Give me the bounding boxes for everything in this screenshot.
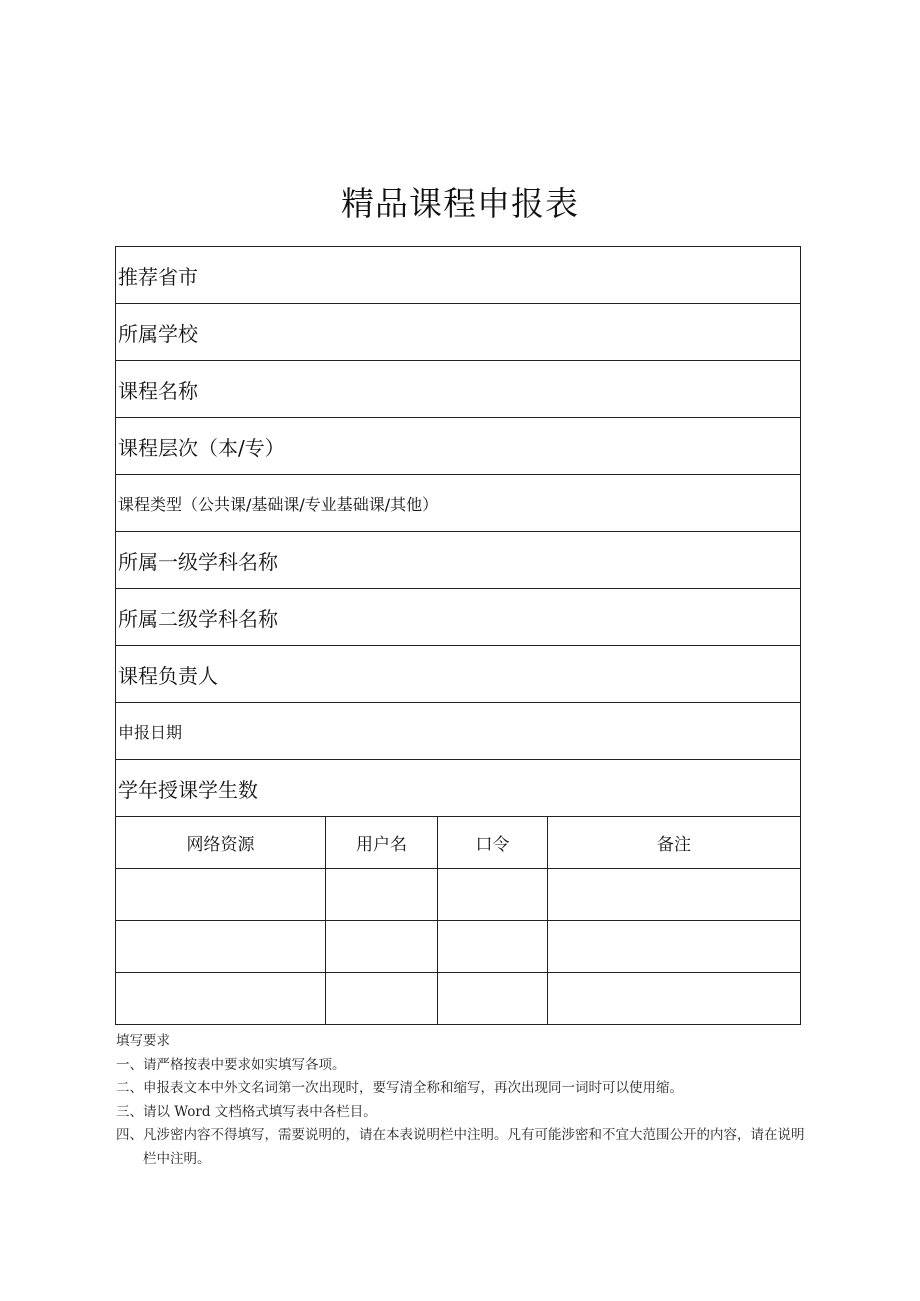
instruction-item: 二、申报表文本中外文名词第一次出现时，要写清全称和缩写，再次出现同一词时可以使用缩。: [116, 1080, 683, 1096]
resource-row: [116, 973, 801, 1025]
form-row-course-type: [116, 475, 801, 532]
resource-cell-username[interactable]: [326, 973, 438, 1025]
resource-cell-password[interactable]: [438, 973, 548, 1025]
form-row-course-name: [116, 361, 801, 418]
application-date-field[interactable]: 申报日期: [116, 703, 801, 760]
filling-instructions: [116, 1030, 806, 1171]
resource-cell-remarks[interactable]: [548, 973, 801, 1025]
form-row-first-discipline: [116, 532, 801, 589]
form-row-application-date: [116, 703, 801, 760]
resource-cell-network[interactable]: [116, 973, 326, 1025]
form-row-second-discipline: [116, 589, 801, 646]
resource-row: [116, 869, 801, 921]
instruction-item: 三、请以 Word 文档格式填写表中各栏目。: [116, 1103, 377, 1120]
student-count-field[interactable]: 学年授课学生数: [116, 760, 801, 817]
resource-header-network: 网络资源: [116, 817, 326, 869]
instructions-title: 填写要求: [116, 1033, 170, 1049]
resource-header-password: 口令: [438, 817, 548, 869]
application-form-table: [115, 246, 801, 1025]
form-row-course-leader: [116, 646, 801, 703]
instruction-item: 四、凡涉密内容不得填写，需要说明的，请在本表说明栏中注明。凡有可能涉密和不宜大范围公开的内容，请在说明栏中注明。: [116, 1127, 805, 1167]
form-row-student-count: [116, 760, 801, 817]
form-row-course-level: [116, 418, 801, 475]
resource-cell-remarks[interactable]: [548, 869, 801, 921]
course-name-field[interactable]: 课程名称: [116, 361, 801, 418]
page-title: 精品课程申报表: [341, 184, 579, 223]
resource-header-remarks: 备注: [548, 817, 801, 869]
second-level-discipline-field[interactable]: 所属二级学科名称: [116, 589, 801, 646]
instruction-item: 一、请严格按表中要求如实填写各项。: [116, 1056, 346, 1073]
first-level-discipline-field[interactable]: 所属一级学科名称: [116, 532, 801, 589]
resource-cell-password[interactable]: [438, 869, 548, 921]
form-row-province: [116, 247, 801, 304]
course-leader-field[interactable]: 课程负责人: [116, 646, 801, 703]
resource-header-username: 用户名: [326, 817, 438, 869]
form-row-school: [116, 304, 801, 361]
resource-cell-remarks[interactable]: [548, 921, 801, 973]
resource-cell-username[interactable]: [326, 869, 438, 921]
resource-cell-network[interactable]: [116, 921, 326, 973]
resource-cell-password[interactable]: [438, 921, 548, 973]
school-field[interactable]: 所属学校: [116, 304, 801, 361]
course-type-field[interactable]: 课程类型（公共课/基础课/专业基础课/其他）: [116, 475, 801, 532]
resource-row: [116, 921, 801, 973]
recommending-province-field[interactable]: 推荐省市: [116, 247, 801, 304]
course-level-field[interactable]: 课程层次（本/专）: [116, 418, 801, 475]
resource-cell-network[interactable]: [116, 869, 326, 921]
resource-cell-username[interactable]: [326, 921, 438, 973]
resource-header-row: [116, 817, 801, 869]
